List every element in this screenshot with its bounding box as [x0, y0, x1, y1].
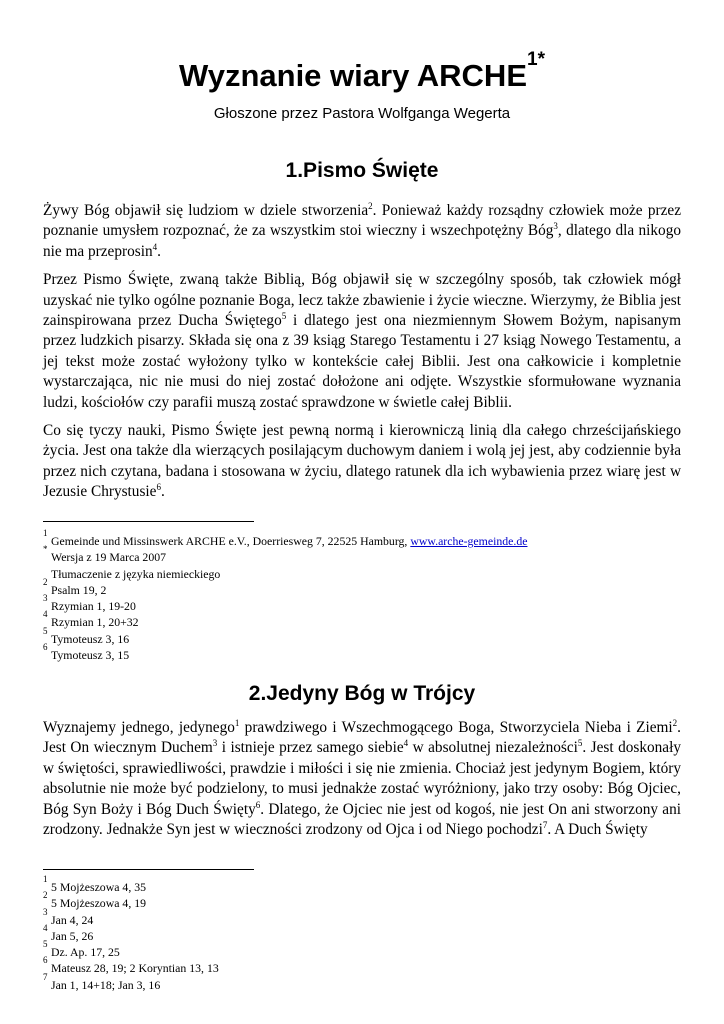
footnote-number: 1 [43, 874, 48, 884]
footnote-text [51, 977, 160, 993]
paragraph-text: . Ponieważ każdy rozsądny człowiek może przez poznanie umysłem rozpoznać, że za wszystkim stoi wieczny i wszechpotężny Bóg [43, 202, 681, 240]
title-text: Wyznanie wiary ARCHE [179, 58, 527, 93]
footnote-reference: 6 [255, 799, 261, 810]
section-2-paragraph-1 [43, 718, 681, 840]
paragraph-text: . A Duch Święty [547, 821, 648, 839]
section-2-footnotes [43, 876, 683, 990]
footnote-number: 4 [43, 922, 48, 933]
paragraph-text: i dlatego jest ona niezmiennym Słowem Bożym, napisanym przez ludzkich pisarzy. Składa się ona z 39 ksiąg Starego Testamentu i 27 ksiąg Nowego Testamentu, a jej tekst może zostać wyłożony tylko w kontekście całej Biblii. Jest ona całkowicie i kompletnie wystarczająca, nic nie musi do niej zostać dołożone ani odjęte. Wszystkie sformułowane wyznania ludzi, kościołów czy parafii muszą zostać sprawdzone w świetle całej Biblii. [43, 312, 681, 411]
paragraph-text: Wyznajemy jednego, jedynego [43, 719, 235, 736]
footnote-citation: Tłumaczenie z języka niemieckiego [51, 566, 221, 581]
footnote-text [51, 598, 136, 614]
section-1-paragraph-2 [43, 270, 681, 413]
footnote-item [43, 530, 683, 546]
footnote-citation: Mateusz 28, 19; 2 Koryntian 13, 13 [51, 961, 219, 976]
section-1-body [43, 201, 681, 511]
footnote-reference: 5 [577, 738, 583, 749]
footnote-item [43, 642, 683, 663]
section-2-body [43, 718, 681, 848]
paragraph-text: Przez Pismo Święte, zwaną także Biblią, Bóg objawił się w szczególny sposób, tak człowiek mógł uzyskać nie tylko ogólne poznanie Boga, lecz także zbawienie i życie wieczne. Wierzymy, że Biblia jest zainspirowana przez Ducha Świętego [43, 271, 681, 330]
footnote-citation: Gemeinde und Missinswerk ARCHE e.V., Doerriesweg 7, 22525 Hamburg, [51, 534, 411, 548]
footnote-number: 1 [43, 528, 48, 538]
document-subtitle: Głoszone przez Pastora Wolfganga Wegerta [213, 105, 511, 122]
footnote-citation: Rzymian 1, 19-20 [51, 599, 136, 614]
section-1-paragraph-3 [43, 421, 681, 503]
footnote-reference: 1 [234, 717, 240, 728]
footnote-separator-2 [43, 869, 254, 870]
footnote-reference: 4 [152, 241, 158, 252]
footnote-reference: 3 [553, 221, 558, 232]
footnote-number: 2 [43, 576, 48, 587]
footnote-text [51, 912, 93, 928]
footnote-reference: 6 [156, 482, 161, 493]
footnote-item [43, 609, 683, 630]
footnote-text [51, 647, 129, 663]
footnote-text [51, 895, 146, 911]
section-1-footnotes [43, 528, 683, 663]
footnote-text [51, 928, 93, 944]
section-2-heading: 2.Jedyny Bóg w Trójcy [248, 682, 476, 705]
footnote-reference: 7 [542, 819, 548, 830]
footnote-item [43, 876, 683, 892]
footnote-text [51, 614, 139, 630]
paragraph-text: . Jest doskonały w świętości, sprawiedliwości, prawdzie i miłości i się nie zmienia. Chociaż jest jedynym Bogiem, który absolutnie nie może być podzielony, to musi jednakże zostać wyróżniony, jako trzy osoby: Bóg Ojciec, Bóg Syn Boży i Bóg Duch Święty [43, 739, 681, 818]
paragraph-text: . [157, 242, 161, 260]
footnote-citation: Jan 5, 26 [51, 928, 94, 943]
footnote-item [43, 955, 683, 976]
footnote-item [43, 563, 683, 579]
footnote-citation: Psalm 19, 2 [51, 582, 107, 597]
paragraph-text: i istnieje przez samego siebie [217, 739, 404, 757]
footnote-citation: Tymoteusz 3, 16 [51, 631, 130, 646]
footnote-text [51, 960, 219, 976]
paragraph-text: w absolutnej niezależności [408, 739, 578, 757]
footnote-item [43, 625, 683, 646]
footnote-text [51, 582, 106, 598]
footnote-number: 3 [43, 593, 48, 604]
paragraph-text: . Dlatego, że Ojciec nie jest od kogoś, nie jest On ani stworzony ani zrodzony. Jednakże Syn jest w wieczności zrodzony od Ojca i od Niego pochodzi [43, 800, 681, 839]
footnote-reference: 2 [368, 200, 373, 211]
title-footnote-marker: 1* [527, 49, 545, 70]
footnote-separator-1 [43, 521, 254, 522]
footnote-text [51, 549, 166, 565]
footnote-number: 4 [43, 609, 48, 620]
footnote-citation: Wersja z 19 Marca 2007 [51, 550, 167, 565]
section-1-heading: 1.Pismo Święte [285, 159, 439, 182]
document-title [0, 49, 724, 96]
footnote-text [51, 631, 129, 647]
footnote-item [43, 890, 683, 911]
footnote-citation: Jan 4, 24 [51, 912, 94, 927]
paragraph-text: . [160, 483, 165, 501]
paragraph-text: prawdziwego i Wszechmogącego Boga, Stworzyciela Nieba i Ziemi [239, 719, 673, 736]
footnote-number: * [43, 544, 48, 555]
footnote-text [51, 533, 527, 549]
footnote-number: 6 [43, 642, 48, 653]
footnote-citation: Dz. Ap. 17, 25 [51, 945, 120, 960]
footnote-number: 5 [43, 939, 48, 950]
footnote-text [51, 944, 120, 960]
footnote-reference: 5 [281, 310, 287, 321]
footnote-item [43, 922, 683, 943]
footnote-number: 3 [43, 906, 48, 917]
footnote-text [51, 879, 146, 895]
footnote-reference: 2 [672, 717, 678, 728]
website-link[interactable]: www.arche-gemeinde.de [410, 534, 528, 548]
paragraph-text: Żywy Bóg objawił się ludziom w dziele stworzenia [43, 202, 369, 219]
footnote-number: 5 [43, 625, 48, 636]
footnote-citation: 5 Mojżeszowa 4, 19 [51, 896, 147, 911]
footnote-number: 7 [43, 971, 48, 982]
footnote-citation: Jan 1, 14+18; Jan 3, 16 [51, 977, 161, 992]
footnote-citation: Tymoteusz 3, 15 [51, 648, 130, 663]
footnote-reference: 3 [212, 738, 218, 749]
footnote-citation: Rzymian 1, 20+32 [51, 615, 139, 630]
footnote-item [43, 971, 683, 992]
footnote-citation: 5 Mojżeszowa 4, 35 [51, 880, 147, 894]
footnote-reference: 4 [403, 738, 409, 749]
footnote-number: 2 [43, 890, 48, 901]
footnote-item [43, 939, 683, 960]
footnote-number: 6 [43, 955, 48, 966]
footnote-item [43, 593, 683, 614]
footnote-text [51, 566, 220, 582]
section-1-paragraph-1 [43, 201, 681, 262]
paragraph-text: , dlatego dla nikogo nie ma przeprosin [43, 222, 681, 260]
paragraph-text: Co się tyczy nauki, Pismo Święte jest pewną normą i kierowniczą linią dla całego chrześcijańskiego życia. Jest ona także dla wierzących posilającym duchowym daniem i wolą jej jest, aby codziennie była przez nich czytana, badana i stosowana w życiu, dlatego ratunek dla ich wybawienia przez wiarę jest w Jezusie Chrystusie [43, 422, 681, 501]
paragraph-text: . Jest On wiecznym Duchem [43, 719, 681, 757]
